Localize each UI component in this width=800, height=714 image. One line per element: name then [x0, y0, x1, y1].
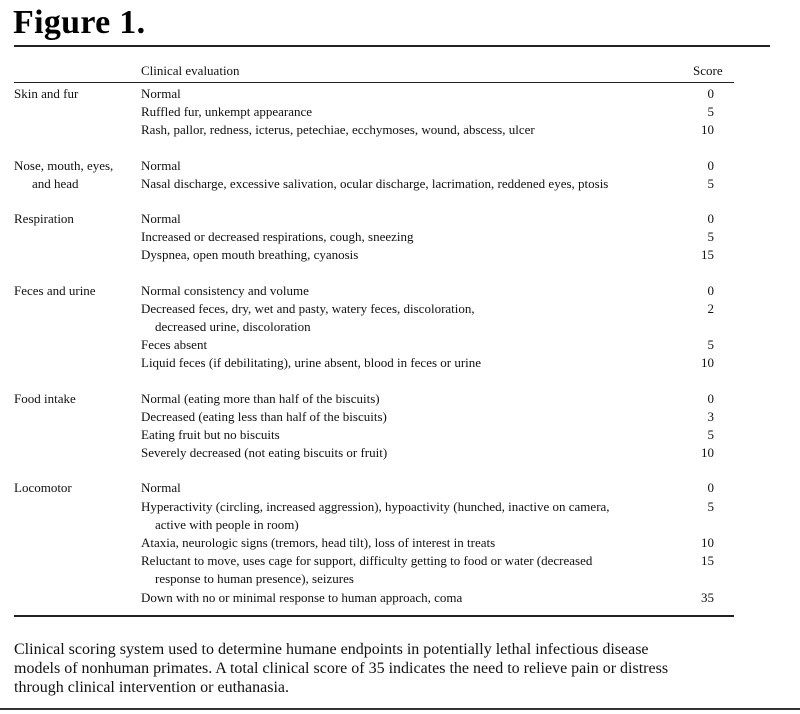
header-divider	[14, 82, 734, 83]
category-line: Feces and urine	[14, 282, 96, 298]
row-score: 5	[707, 498, 714, 514]
row-score: 10	[701, 445, 714, 461]
row-category	[14, 85, 139, 103]
criteria-line: active with people in room)	[155, 516, 299, 532]
row-criteria	[141, 103, 689, 121]
row-score: 3	[707, 408, 714, 424]
row-criteria	[141, 498, 689, 534]
criteria-line: Normal consistency and volume	[141, 282, 309, 298]
criteria-line: Down with no or minimal response to human approach, coma	[141, 589, 463, 605]
row-score: 5	[707, 229, 714, 245]
criteria-line: Hyperactivity (circling, increased aggression), hypoactivity (hunched, inactive on camera,	[141, 498, 610, 514]
row-score: 35	[701, 589, 714, 605]
criteria-line: Decreased (eating less than half of the biscuits)	[141, 408, 387, 424]
row-score: 0	[707, 282, 714, 298]
criteria-line: Normal	[141, 157, 181, 173]
criteria-line: Liquid feces (if debilitating), urine absent, blood in feces or urine	[141, 355, 482, 371]
row-category	[14, 479, 139, 497]
row-criteria	[141, 390, 689, 408]
category-line: Food intake	[14, 390, 76, 406]
criteria-line: Dyspnea, open mouth breathing, cyanosis	[141, 247, 359, 263]
row-score: 10	[701, 535, 714, 550]
caption-line: through clinical intervention or euthanasia.	[14, 679, 290, 696]
criteria-line: Increased or decreased respirations, cough, sneezing	[141, 229, 414, 245]
row-criteria	[141, 228, 689, 246]
row-score: 15	[701, 553, 714, 569]
row-score: 0	[707, 86, 714, 101]
row-score: 5	[707, 427, 714, 442]
criteria-line: Feces absent	[141, 337, 208, 353]
criteria-line: Normal	[141, 211, 181, 226]
row-criteria	[141, 210, 689, 228]
row-criteria	[141, 354, 689, 372]
caption-line: models of nonhuman primates. A total clinical score of 35 indicates the need to relieve pain or distress	[14, 660, 669, 677]
header-clinical-evaluation: Clinical evaluation	[141, 63, 240, 78]
category-line: and head	[32, 175, 79, 191]
criteria-line: Normal (eating more than half of the biscuits)	[141, 390, 380, 406]
figure-caption	[14, 640, 800, 697]
row-criteria	[141, 444, 689, 462]
criteria-line: Reluctant to move, uses cage for support, difficulty getting to food or water (decreased	[141, 553, 593, 569]
row-category	[14, 210, 139, 228]
category-line: Respiration	[14, 211, 74, 226]
criteria-line: Severely decreased (not eating biscuits or fruit)	[141, 445, 388, 461]
criteria-line: Nasal discharge, excessive salivation, ocular discharge, lacrimation, reddened eyes, ptosis	[141, 175, 609, 191]
row-criteria	[141, 552, 689, 588]
row-score: 5	[707, 104, 714, 120]
row-category	[14, 157, 139, 193]
row-criteria	[141, 300, 689, 336]
row-score: 5	[707, 175, 714, 191]
criteria-line: Ataxia, neurologic signs (tremors, head tilt), loss of interest in treats	[141, 535, 496, 550]
row-criteria	[141, 336, 689, 354]
row-score: 10	[701, 122, 714, 138]
title-divider	[14, 45, 770, 47]
row-score: 5	[707, 337, 714, 353]
category-line: Skin and fur	[14, 86, 79, 101]
page-bottom-divider	[0, 708, 800, 710]
row-score: 0	[707, 211, 714, 226]
criteria-line: Rash, pallor, redness, icterus, petechiae, ecchymoses, wound, abscess, ulcer	[141, 122, 535, 138]
category-line: Nose, mouth, eyes,	[14, 157, 114, 173]
figure-title: Figure 1.	[13, 4, 146, 41]
criteria-line: Normal	[141, 480, 181, 496]
criteria-line: Decreased feces, dry, wet and pasty, watery feces, discoloration,	[141, 300, 475, 316]
header-score: Score	[693, 63, 723, 78]
caption-line: Clinical scoring system used to determine humane endpoints in potentially lethal infectious disease	[14, 641, 649, 658]
row-criteria	[141, 246, 689, 264]
row-category	[14, 390, 139, 408]
row-score: 0	[707, 157, 714, 173]
row-criteria	[141, 426, 689, 444]
row-score: 0	[707, 480, 714, 496]
row-score: 10	[701, 355, 714, 371]
row-criteria	[141, 282, 689, 300]
row-score: 2	[707, 300, 714, 316]
criteria-line: Ruffled fur, unkempt appearance	[141, 104, 313, 120]
criteria-line: decreased urine, discoloration	[155, 318, 311, 334]
criteria-line: Normal	[141, 86, 181, 101]
row-criteria	[141, 534, 689, 552]
row-criteria	[141, 589, 689, 607]
category-line: Locomotor	[14, 480, 72, 496]
criteria-line: Eating fruit but no biscuits	[141, 427, 280, 442]
row-criteria	[141, 175, 689, 193]
row-criteria	[141, 85, 689, 103]
row-category	[14, 282, 139, 300]
row-score: 15	[701, 247, 714, 263]
table-bottom-divider	[14, 615, 734, 617]
row-criteria	[141, 408, 689, 426]
row-criteria	[141, 157, 689, 175]
row-criteria	[141, 479, 689, 497]
criteria-line: response to human presence), seizures	[155, 571, 354, 587]
row-score: 0	[707, 390, 714, 406]
row-criteria	[141, 121, 689, 139]
